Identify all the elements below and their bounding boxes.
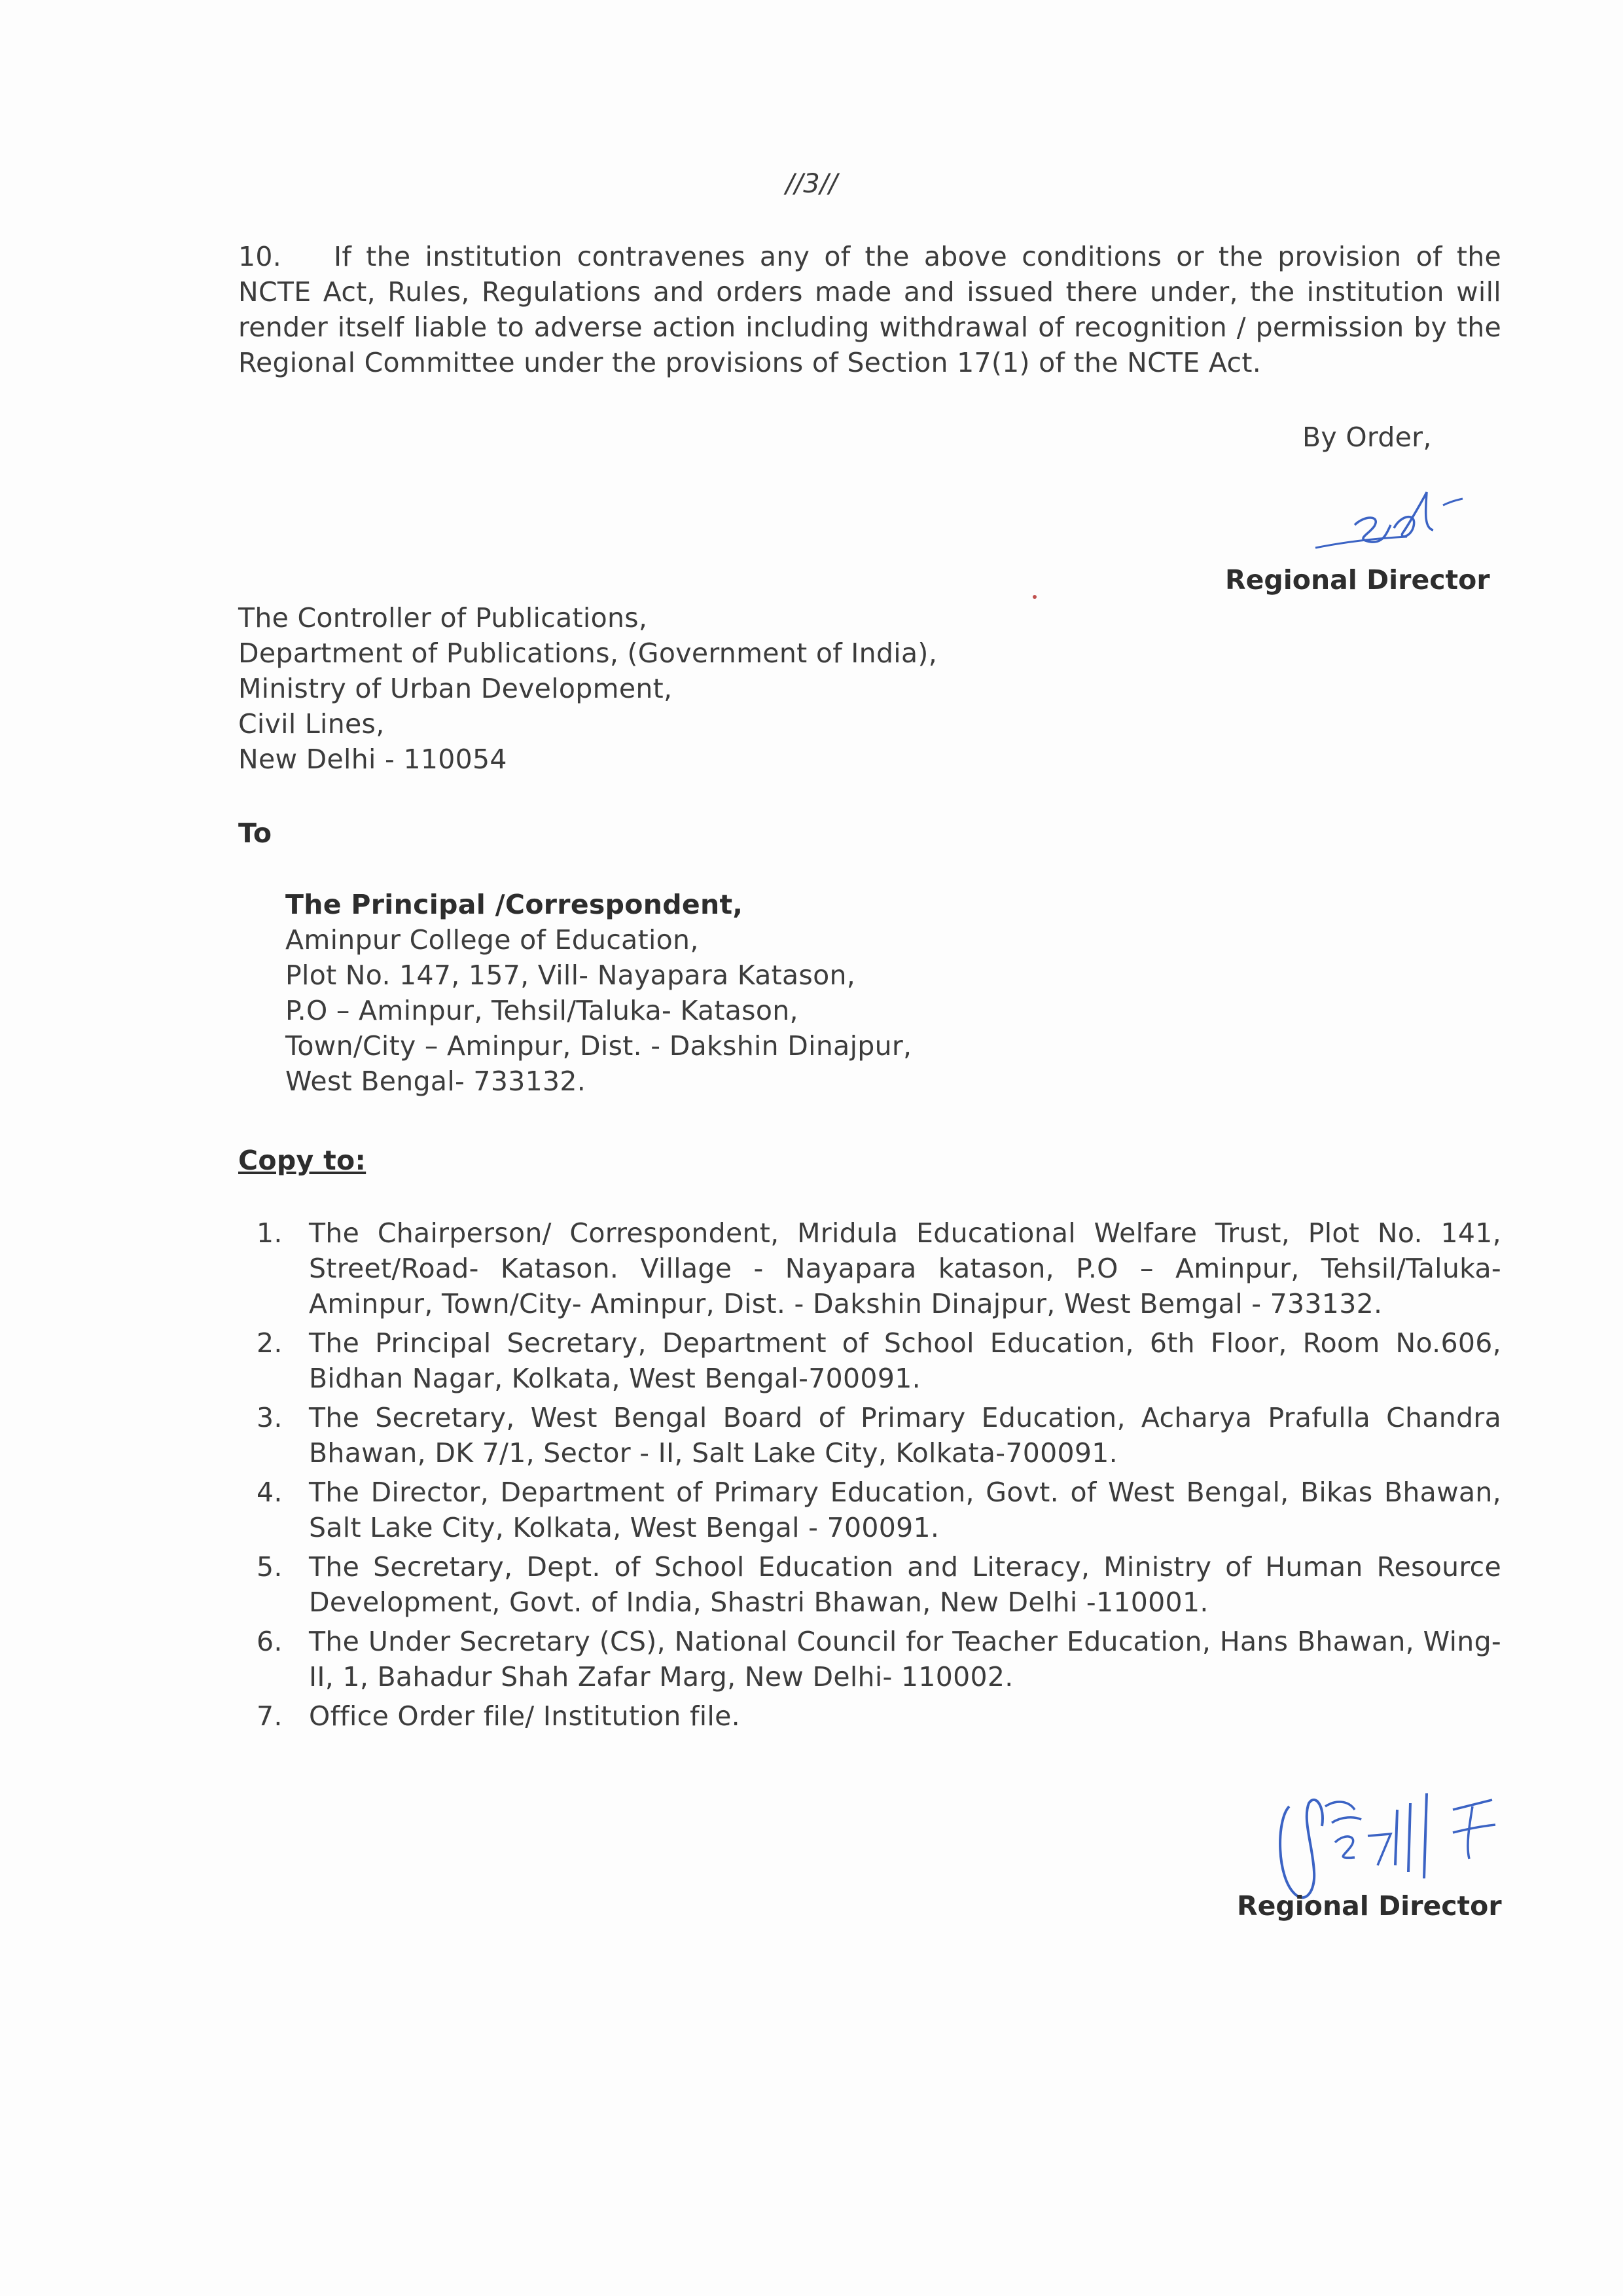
list-item bbox=[238, 1325, 1501, 1396]
list-item bbox=[238, 1698, 1501, 1734]
list-item bbox=[238, 1215, 1501, 1321]
addressee-line: West Bengal- 733132. bbox=[285, 1066, 586, 1097]
list-item bbox=[238, 1400, 1501, 1471]
list-item-number: 2. bbox=[257, 1327, 283, 1359]
copy-to-heading: Copy to: bbox=[238, 1145, 366, 1176]
addressee-block bbox=[285, 887, 912, 1099]
signature-top bbox=[1309, 479, 1479, 564]
regional-director-title-top: Regional Director bbox=[1225, 564, 1490, 596]
controller-address-line: The Controller of Publications, bbox=[238, 602, 648, 634]
list-item-text: The Director, Department of Primary Education, Govt. of West Bengal, Bikas Bhawan, Salt Lake City, Kolkata, West Bengal - 700091. bbox=[309, 1477, 1501, 1543]
list-item bbox=[238, 1475, 1501, 1545]
list-item-text: The Under Secretary (CS), National Council for Teacher Education, Hans Bhawan, Wing-II, 1, Bahadur Shah Zafar Marg, New Delhi- 110002. bbox=[309, 1626, 1501, 1693]
clause-text: If the institution contravenes any of the above conditions or the provision of the NCTE Act, Rules, Regulations and orders made and issued there under, the institution will render itself liable to adverse action including withdrawal of recognition / permission by the Regional Committee under the provisions of Section 17(1) of the NCTE Act. bbox=[238, 241, 1501, 378]
list-item-number: 4. bbox=[257, 1477, 283, 1508]
addressee-line: P.O – Aminpur, Tehsil/Taluka- Katason, bbox=[285, 995, 798, 1026]
list-item-text: The Chairperson/ Correspondent, Mridula Educational Welfare Trust, Plot No. 141, Street/Road- Katason. Village - Nayapara katason, P.O – Aminpur, Tehsil/Taluka-Aminpur, Town/City- Aminpur, Dist. - Dakshin Dinajpur, West Bemgal - 733132. bbox=[309, 1217, 1501, 1319]
addressee-line: Aminpur College of Education, bbox=[285, 924, 699, 956]
controller-address-block bbox=[238, 600, 937, 777]
controller-address-line: Department of Publications, (Government of India), bbox=[238, 637, 938, 669]
list-item bbox=[238, 1624, 1501, 1695]
regional-director-title-bottom: Regional Director bbox=[1237, 1890, 1502, 1922]
controller-address-line: Civil Lines, bbox=[238, 708, 385, 740]
addressee-line: Town/City – Aminpur, Dist. - Dakshin Dinajpur, bbox=[285, 1030, 912, 1062]
list-item-number: 3. bbox=[257, 1402, 283, 1433]
list-item-number: 7. bbox=[257, 1700, 283, 1732]
controller-address-line: New Delhi - 110054 bbox=[238, 744, 507, 775]
list-item bbox=[238, 1549, 1501, 1620]
list-item-text: The Secretary, West Bengal Board of Primary Education, Acharya Prafulla Chandra Bhawan, DK 7/1, Sector - II, Salt Lake City, Kolkata-700091. bbox=[309, 1402, 1501, 1469]
controller-address-line: Ministry of Urban Development, bbox=[238, 673, 673, 704]
addressee-line: Plot No. 147, 157, Vill- Nayapara Katason, bbox=[285, 960, 856, 991]
page-number: //3// bbox=[785, 169, 838, 199]
list-item-text: The Principal Secretary, Department of School Education, 6th Floor, Room No.606, Bidhan Nagar, Kolkata, West Bengal-700091. bbox=[309, 1327, 1501, 1394]
addressee-heading: The Principal /Correspondent, bbox=[285, 889, 743, 920]
copy-to-list bbox=[238, 1215, 1501, 1738]
ink-dot bbox=[1033, 595, 1037, 599]
by-order-text: By Order, bbox=[1302, 422, 1432, 453]
list-item-number: 5. bbox=[257, 1551, 283, 1583]
list-item-text: The Secretary, Dept. of School Education and Literacy, Ministry of Human Resource Development, Govt. of India, Shastri Bhawan, New Delhi -110001. bbox=[309, 1551, 1501, 1618]
clause-number: 10. bbox=[238, 241, 282, 272]
list-item-number: 1. bbox=[257, 1217, 283, 1249]
clause-10-paragraph bbox=[238, 239, 1501, 380]
list-item-number: 6. bbox=[257, 1626, 283, 1657]
list-item-text: Office Order file/ Institution file. bbox=[309, 1700, 740, 1732]
to-label: To bbox=[238, 817, 272, 849]
